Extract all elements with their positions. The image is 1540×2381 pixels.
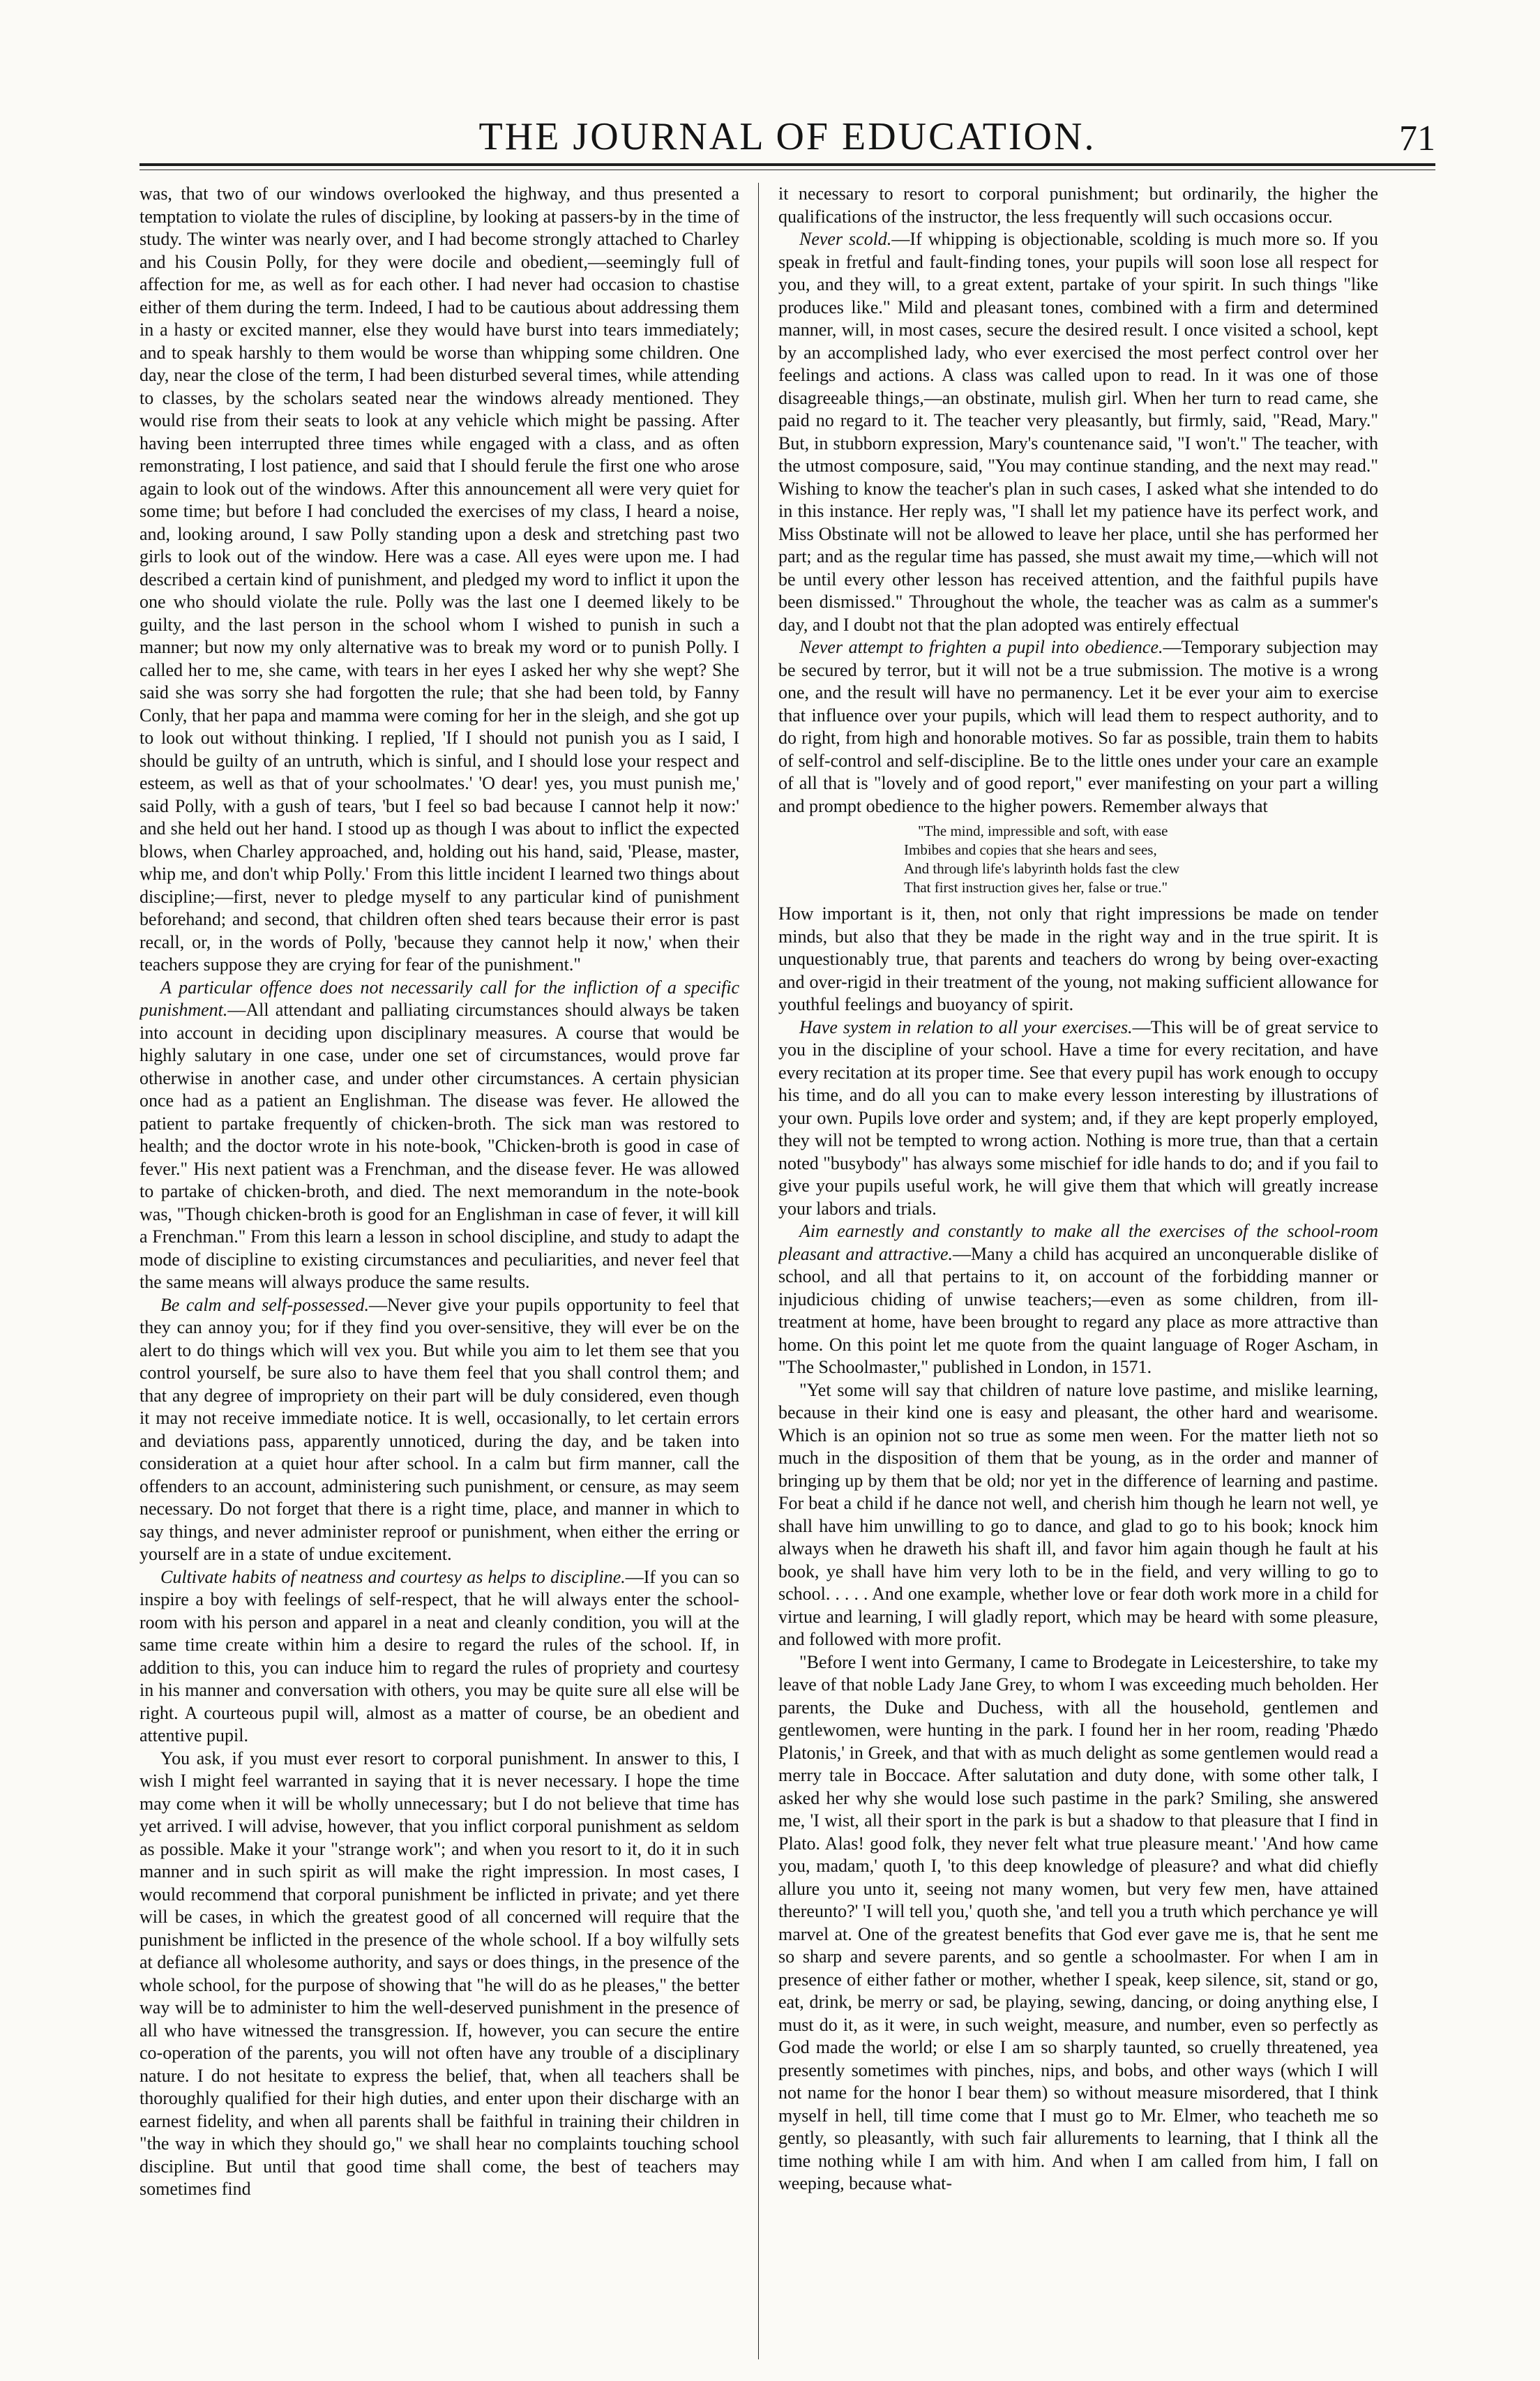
running-header bbox=[139, 110, 1435, 159]
paragraph bbox=[778, 228, 1378, 636]
verse-line: And through life's labyrinth holds fast the clew bbox=[904, 860, 1180, 877]
journal-title: THE JOURNAL OF EDUCATION. bbox=[478, 115, 1096, 158]
paragraph: "Yet some will say that children of nature love pastime, and mislike learning, because in their kind one is easy and pleasant, the other hard and wearisome. Which is an opinion not so true as some men ween. For the matter lieth not so much in the disposition of them that be young, as in the order and manner of bringing up by them that be old; nor yet in the difference of learning and pastime. For beat a child if he dance not well, and cherish him though he learn not well, ye shall have him unwilling to go to dance, and glad to go to his book; knock him always when he draweth his shaft ill, and favor him again though he fault at his book, ye shall have him very loth to be in the field, and very willing to go to school. . . . . And one example, whether love or fear doth work more in a child for virtue and learning, I will gladly report, which may be heard with some pleasure, and followed with more profit. bbox=[778, 1379, 1378, 1649]
left-column bbox=[139, 183, 739, 2359]
paragraph: "Before I went into Germany, I came to Brodegate in Leicestershire, to take my leave of that noble Lady Jane Grey, to whom I was exceeding much beholden. Her parents, the Duke and Duchess, with all the household, gentlemen and gentlewomen, were hunting in the park. I found her in her room, reading 'Phædo Platonis,' in Greek, and that with as much delight as some gentlemen would read a merry tale in Boccace. After salutation and duty done, with some other talk, I asked her why she would lose such pastime in the park? Smiling, she answered me, 'I wist, all their sport in the park is but a shadow to that pleasure that I find in Plato. Alas! good folk, they never felt what true pleasure meant.' 'And how came you, madam,' quoth I, 'to this deep knowledge of pleasure? and what did chiefly allure you unto it, seeing not many women, but very few men, have attained thereunto?' 'I will tell you,' quoth she, 'and tell you a truth which perchance ye will marvel at. One of the greatest benefits that God ever gave me is, that he sent me so sharp and severe parents, and so gentle a schoolmaster. For when I am in presence of either father or mother, whether I speak, keep silence, sit, stand or go, eat, drink, be merry or sad, be playing, sewing, dancing, or doing anything else, I must do it, as it were, in such weight, measure, and number, even so perfectly as God made the world; or else I am so sharply taunted, so cruelly threatened, yea presently sometimes with pinches, nips, and bobs, and other ways (which I will not name for the honor I bear them) so without measure misordered, that I think myself in hell, till time come that I must go to Mr. Elmer, who teacheth me so gently, so pleasantly, with such fair allurements to learning, that I think all the time nothing while I am with him. And when I am called from him, I fall on weeping, because what- bbox=[778, 1651, 1378, 2193]
paragraph-body: —If whipping is objectionable, scolding is much more so. If you speak in fretful and fault-finding tones, your pupils will soon lose all respect for you, and they will, to a great extent, partake of your spirit. In such things "like produces like." Mild and pleasant tones, combined with a firm and determined manner, will, in most cases, secure the desired result. I once visited a school, kept by an accomplished lady, who ever exercised the most perfect control over her feelings and actions. A class was called upon to read. In it was one of those disagreeable things,—an obstinate, mulish girl. When her turn to read came, she paid no regard to it. The teacher very pleasantly, but firmly, said, "Read, Mary." But, in stubborn expression, Mary's countenance said, "I won't." The teacher, with the utmost composure, said, "You may continue standing, and the next may read." Wishing to know the teacher's plan in such cases, I asked what she intended to do in this instance. Her reply was, "I shall let my patience have its perfect work, and Miss Obstinate will not be allowed to leave her place, until she has performed her part; and as the regular time has passed, she must await my time,—which will not be until every other lesson has received attention, and the faithful pupils have been dismissed." Throughout the whole, the teacher was as calm as a summer's day, and I doubt not that the plan adopted was entirely effectual bbox=[778, 229, 1378, 635]
paragraph bbox=[139, 1294, 739, 1566]
section-heading: Never scold. bbox=[799, 229, 892, 249]
paragraph bbox=[778, 1016, 1378, 1221]
paragraph-body: —Never give your pupils opportunity to feel that they can annoy you; for if they find you over-sensitive, they will ever be on the alert to do things which will vex you. But while you aim to let them see that you control yourself, be sure also to have them feel that you shall control them; and that any degree of impropriety on their part will be duly considered, even though it may not receive immediate notice. It is well, occasionally, to let certain errors and deviations pass, apparently unnoticed, during the day, and be taken into consideration at a quiet hour after school. In a calm but firm manner, call the offenders to an account, administering such punishment, or censure, as may seem necessary. Do not forget that there is a right time, place, and manner in which to say things, and never administer reproof or punishment, when either the erring or yourself are in a state of undue excitement. bbox=[139, 1294, 739, 1564]
section-heading: Aim earnestly and constantly to make all the exercises of the school-room pleasant and attractive. bbox=[778, 1221, 1378, 1264]
verse-line: That first instruction gives her, false or true." bbox=[904, 879, 1168, 896]
section-heading: Never attempt to frighten a pupil into obedience. bbox=[799, 637, 1163, 657]
verse-line: "The mind, impressible and soft, with ease bbox=[918, 823, 1168, 839]
paragraph-body: —All attendant and palliating circumstances should always be taken into account in deciding upon disciplinary measures. A course that would be highly salutary in one case, under one set of circumstances, would prove far otherwise in another case, and under other circumstances. A certain physician once had as a patient an Englishman. The disease was fever. He allowed the patient to partake frequently of chicken-broth. The sick man was restored to health; and the doctor wrote in his note-book, "Chicken-broth is good in case of fever." His next patient was a Frenchman, and the disease fever. He was allowed to partake of chicken-broth, and died. The next memorandum in the note-book was, "Though chicken-broth is good for an Englishman in case of fever, it will kill a Frenchman." From this learn a lesson in school discipline, and study to adapt the mode of discipline to existing circumstances and peculiarities, and never feel that the same means will always produce the same results. bbox=[139, 1000, 739, 1292]
section-heading: Cultivate habits of neatness and courtesy as helps to discipline. bbox=[160, 1566, 626, 1587]
paragraph: You ask, if you must ever resort to corporal punishment. In answer to this, I wish I might feel warranted in saying that it is never necessary. I hope the time may come when it will be wholly unnecessary; but I do not believe that time has yet arrived. I will advise, however, that you inflict corporal punishment as seldom as possible. Make it your "strange work"; and when you resort to it, do it in such manner and in such spirit as will make the right impression. In most cases, I would recommend that corporal punishment be inflicted in private; and yet there will be cases, in which the greatest good of all concerned will require that the punishment be inflicted in the presence of the whole school. If a boy wilfully sets at defiance all wholesome authority, and says or does things, in the presence of the whole school, for the purpose of showing that "he will do as he pleases," the better way will be to administer to him the well-deserved punishment in the presence of all who have witnessed the transgression. If, however, you can secure the entire co-operation of the parents, you will not often have any trouble of a disciplinary nature. I do not hesitate to express the belief, that, when all teachers shall be thoroughly qualified for their high duties, and enter upon their discharge with an earnest fidelity, and when all parents shall be faithful in training their children in "the way in which they should go," we shall hear no complaints touching school discipline. But until that good time shall come, the best of teachers may sometimes find bbox=[139, 1748, 739, 2199]
paragraph: was, that two of our windows overlooked the highway, and thus presented a temptation to violate the rules of discipline, by looking at passers-by in the time of study. The winter was nearly over, and I had become strongly attached to Charley and his Cousin Polly, for they were docile and obedient,—seemingly full of affection for me, as well as for each other. I had never had occasion to chastise either of them during the term. Indeed, I had to be cautious about addressing them in a hasty or excited manner, else they would have burst into tears immediately; and to speak harshly to them would be worse than whipping some children. One day, near the close of the term, I had been disturbed several times, while attending to classes, by the scholars seated near the windows already mentioned. They would rise from their seats to look at any vehicle which might be passing. After having been interrupted three times while engaged with a class, and as often remonstrating, I lost patience, and said that I should ferule the first one who arose again to look out of the windows. After this announcement all were very quiet for some time; but before I had concluded the exercises of my class, I heard a noise, and, looking around, I saw Polly standing upon a desk and stretching past two girls to look out of the window. Here was a case. All eyes were upon me. I had described a certain kind of punishment, and pledged my word to inflict it upon the one who should violate the rule. Polly was the last one I deemed likely to be guilty, and the last person in the school whom I wished to punish in such a manner; but now my only alternative was to break my word or to punish Polly. I called her to me, she came, with tears in her eyes I asked her why she wept? She said she was sorry she had forgotten the rule; that she had been told, by Fanny Conly, that her papa and mamma were coming for her in the sleigh, and she got up to look out without thinking. I replied, 'If I should not punish you as I said, I should be guilty of an untruth, which is sinful, and I should lose your respect and esteem, as well as that of your schoolmates.' 'O dear! yes, you must punish me,' said Polly, with a gush of tears, 'but I feel so bad because I cannot help it now:' and she held out her hand. I stood up as though I was about to inflict the expected blows, when Charley approached, and, holding out his hand, said, 'Please, master, whip me, and don't whip Polly.' From this little incident I learned two things about discipline;—first, never to pledge myself to any particular kind of punishment beforehand; and second, that children often shed tears because their error is past recall, or, in the words of Polly, 'because they cannot help it now,' when their teachers suppose they are crying for fear of the punishment." bbox=[139, 183, 739, 975]
column-divider bbox=[758, 183, 759, 2359]
paragraph-body: —If you can so inspire a boy with feelings of self-respect, that he will always enter the school-room with his person and apparel in a neat and cleanly condition, you will at the same time create within him a desire to regard the rules of the school. If, in addition to this, you can induce him to regard the rules of propriety and courtesy in his manner and conversation with others, you may be quite sure all else will be right. A courteous pupil will, almost as a matter of course, be an obedient and attentive pupil. bbox=[139, 1566, 739, 1745]
section-heading: Have system in relation to all your exercises. bbox=[799, 1016, 1133, 1037]
right-column bbox=[778, 183, 1378, 2359]
paragraph bbox=[778, 1220, 1378, 1379]
paragraph: it necessary to resort to corporal punishment; but ordinarily, the higher the qualifications of the instructor, the less frequently will such occasions occur. bbox=[778, 183, 1378, 227]
paragraph: How important is it, then, not only that right impressions be made on tender minds, but also that they be made in the right way and in the true spirit. It is unquestionably true, that parents and teachers do wrong by being over-exacting and over-rigid in their treatment of the young, not making sufficient allowance for youthful feelings and buoyancy of spirit. bbox=[778, 903, 1378, 1014]
paragraph-body: —Temporary subjection may be secured by terror, but it will not be a true submission. The motive is a wrong one, and the result will have no permanency. Let it be ever your aim to exercise that influence over your pupils, which will lead them to respect authority, and to do right, from high and honorable motives. So far as possible, train them to habits of self-control and self-discipline. Be to the little ones under your care an example of all that is "lovely and of good report," ever manifesting on your part a willing and prompt obedience to the higher powers. Remember always that bbox=[778, 637, 1378, 816]
section-heading: Be calm and self-possessed. bbox=[160, 1294, 370, 1315]
verse-line: Imbibes and copies that she hears and sees, bbox=[904, 841, 1157, 858]
section-heading: A particular offence does not necessarily call for the infliction of a specific punishment. bbox=[139, 977, 739, 1020]
paragraph-body: —Many a child has acquired an unconquerable dislike of school, and all that pertains to it, on account of the forbidding manner or injudicious chiding of unwise teachers;—even as some children, from ill-treatment at home, have been brought to regard any place as more attractive than home. On this point let me quote from the quaint language of Roger Ascham, in "The Schoolmaster," published in London, in 1571. bbox=[778, 1243, 1378, 1377]
quoted-verse bbox=[904, 822, 1378, 897]
paragraph bbox=[139, 977, 739, 1294]
paragraph bbox=[778, 636, 1378, 818]
paragraph-body: —This will be of great service to you in the discipline of your school. Have a time for every recitation, and have every recitation at its proper time. See that every pupil has work enough to occupy his time, and do all you can to make every lesson interesting by illustrations of your own. Pupils love order and system; and, if they are kept properly employed, they will not be tempted to wrong action. Nothing is more true, than that a certain noted "busybody" has always some mischief for idle hands to do; and if you fail to give your pupils useful work, he will give them that which will greatly increase your labors and trials. bbox=[778, 1016, 1378, 1219]
paragraph bbox=[139, 1566, 739, 1748]
page-number: 71 bbox=[1399, 119, 1435, 158]
header-rule-thick bbox=[139, 163, 1435, 166]
